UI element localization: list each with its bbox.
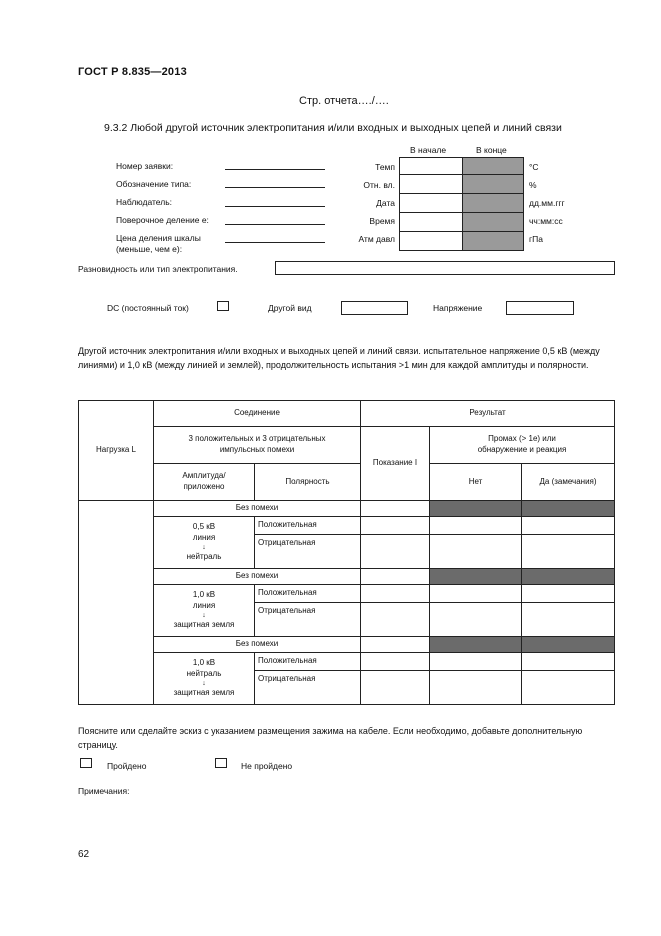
amplitude-cell [154,653,255,705]
passed-label: Пройдено [107,761,147,771]
yes-cell[interactable] [522,671,615,705]
section-title: 9.3.2 Любой другой источник электропитания и/или входных и выходных цепей и линий связи [104,122,562,134]
amplitude-to: защитная земля [173,687,235,697]
field-line-scale-division[interactable] [225,242,325,243]
notes-label: Примечания: [78,786,130,796]
load-cell[interactable] [79,501,154,705]
shaded-cell [430,637,522,653]
env-start-column [399,157,463,251]
field-label-request-number: Номер заявки: [116,161,174,171]
shaded-cell [522,569,615,585]
results-table [78,400,615,705]
amplitude-header: Амплитуда/ приложено [154,464,255,501]
env-col-end: В конце [476,145,507,155]
env-unit-date: дд.мм.ггг [529,198,565,208]
voltage-field[interactable] [506,301,574,315]
no-header: Нет [430,464,522,501]
document-code: ГОСТ Р 8.835—2013 [78,66,187,78]
yes-cell[interactable] [522,535,615,569]
amplitude-value: 0,5 кВ [192,522,216,532]
other-type-label: Другой вид [268,303,312,313]
test-description: Другой источник электропитания и/или входных и выходных цепей и линий связи. испытательное напряжение 0,5 кВ (между линиями) и 1,0 кВ (между линией и землей), продолжительность испытания >1 мин для каждой амплитуды и полярности. [78,346,600,370]
env-end-column [462,157,524,251]
env-row-divider [399,174,524,175]
shaded-cell [522,637,615,653]
polarity-positive: Положительная [255,585,361,603]
reading-cell[interactable] [361,603,430,637]
polarity-negative: Отрицательная [255,671,361,705]
reading-cell[interactable] [361,535,430,569]
shaded-cell [430,501,522,517]
reading-cell[interactable] [361,637,430,653]
passed-checkbox[interactable] [80,758,92,768]
explain-instruction: Поясните или сделайте эскиз с указанием размещения зажима на кабеле. Если необходимо, добавьте дополнительную страницу. [78,726,583,750]
field-line-type[interactable] [225,187,325,188]
no-interference-row: Без помехи [154,569,361,585]
voltage-label: Напряжение [433,303,483,313]
arrow-down-icon: ↓ [202,679,206,687]
yes-cell[interactable] [522,517,615,535]
env-row-divider [399,212,524,213]
field-label-scale-division-1: Цена деления шкалы [116,233,201,243]
no-interference-row: Без помехи [154,501,361,517]
shaded-cell [430,569,522,585]
report-page-number: Стр. отчета…./…. [299,95,389,107]
env-param-humidity: Отн. вл. [363,180,395,190]
supply-type-field[interactable] [275,261,615,275]
polarity-negative: Отрицательная [255,603,361,637]
reading-header: Показание I [361,427,430,501]
field-line-request-number[interactable] [225,169,325,170]
amplitude-to: защитная земля [173,619,235,629]
field-label-verification-division: Поверочное деление е: [116,215,209,225]
field-line-observer[interactable] [225,206,325,207]
shaded-cell [522,501,615,517]
amplitude-from: линия [192,533,216,543]
field-label-type: Обозначение типа: [116,179,192,189]
yes-header: Да (замечания) [522,464,615,501]
reading-cell[interactable] [361,585,430,603]
env-unit-humidity: % [529,180,537,190]
env-row-divider [399,231,524,232]
no-cell[interactable] [430,585,522,603]
arrow-down-icon: ↓ [202,611,206,619]
env-row-divider [399,193,524,194]
env-param-date: Дата [376,198,395,208]
amplitude-to: нейтраль [186,551,222,561]
load-header: Нагрузка L [79,401,154,501]
amplitude-value: 1,0 кВ [192,658,216,668]
field-label-observer: Наблюдатель: [116,197,172,207]
amplitude-from: нейтраль [186,669,222,679]
page-number: 62 [78,849,90,860]
polarity-header: Полярность [255,464,361,501]
env-unit-pressure: гПа [529,234,543,244]
result-header: Результат [361,401,615,427]
field-label-scale-division-2: (меньше, чем е): [116,244,183,254]
amplitude-cell [154,517,255,569]
yes-cell[interactable] [522,603,615,637]
supply-type-label: Разновидность или тип электропитания. [78,264,238,274]
no-cell[interactable] [430,535,522,569]
amplitude-from: линия [192,601,216,611]
field-line-verification-division[interactable] [225,224,325,225]
polarity-positive: Положительная [255,517,361,535]
env-col-start: В начале [410,145,447,155]
dc-label: DC (постоянный ток) [107,303,189,313]
amplitude-value: 1,0 кВ [192,590,216,600]
no-cell[interactable] [430,603,522,637]
reading-cell[interactable] [361,671,430,705]
reading-cell[interactable] [361,569,430,585]
no-cell[interactable] [430,517,522,535]
no-cell[interactable] [430,653,522,671]
arrow-down-icon: ↓ [202,543,206,551]
env-param-time: Время [369,216,395,226]
env-unit-temp: °С [529,162,539,172]
no-interference-row: Без помехи [154,637,361,653]
reading-cell[interactable] [361,501,430,517]
reading-cell[interactable] [361,653,430,671]
polarity-positive: Положительная [255,653,361,671]
env-param-temp: Темп [375,162,395,172]
amplitude-cell [154,585,255,637]
connection-header: Соединение [154,401,361,427]
yes-cell[interactable] [522,653,615,671]
other-type-field[interactable] [341,301,408,315]
dc-checkbox[interactable] [217,301,229,311]
failed-checkbox[interactable] [215,758,227,768]
polarity-negative: Отрицательная [255,535,361,569]
pulses-header: 3 положительных и 3 отрицательных импульсных помехи [154,427,361,464]
no-cell[interactable] [430,671,522,705]
failed-label: Не пройдено [241,761,293,771]
yes-cell[interactable] [522,585,615,603]
reading-cell[interactable] [361,517,430,535]
env-unit-time: чч:мм:сс [529,216,563,226]
env-param-pressure: Атм давл [358,234,395,244]
fail-detect-header: Промах (> 1е) или обнаружение и реакция [430,427,615,464]
